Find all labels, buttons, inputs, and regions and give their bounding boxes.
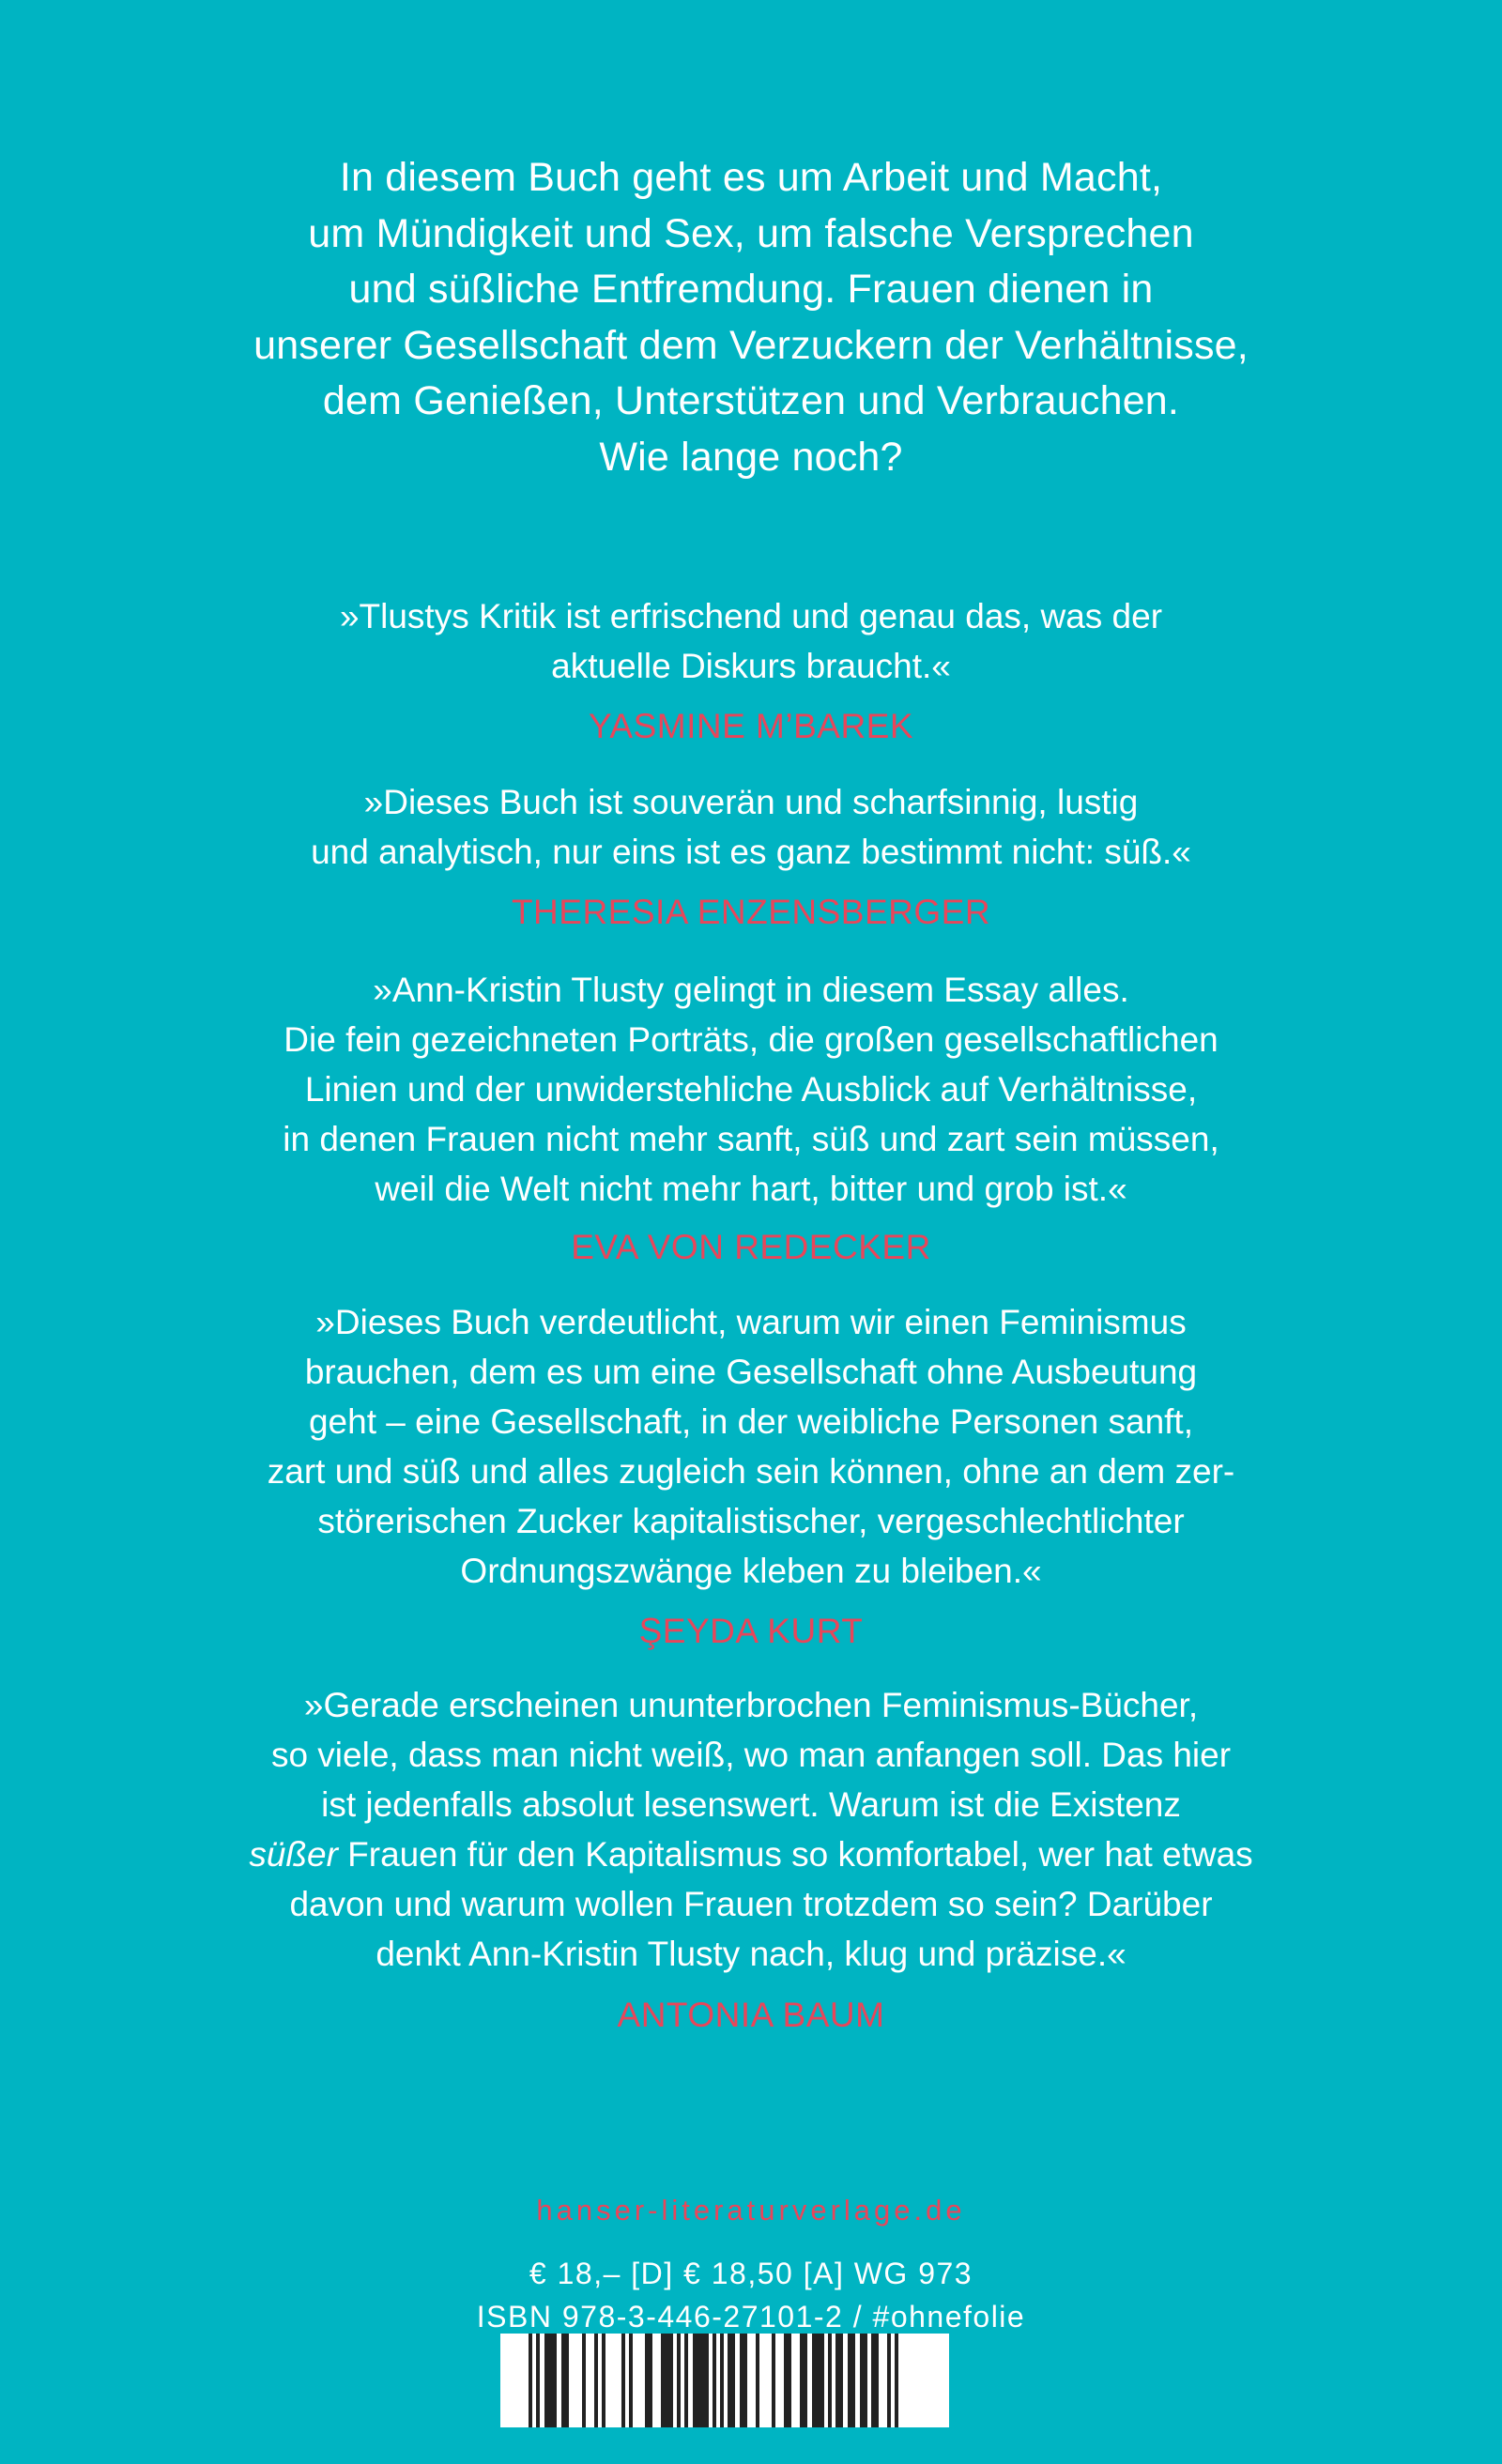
intro-line: unserer Gesellschaft dem Verzuckern der Verhältnisse, [253,322,1249,368]
publisher-url[interactable]: hanser-literaturverlage.de [536,2194,966,2227]
quote-line: Die fein gezeichneten Porträts, die großen gesellschaftlichen [284,1020,1218,1059]
quote-line: »Dieses Buch ist souverän und scharfsinnig, lustig [363,783,1139,821]
review-quote-2 [0,777,1502,877]
quote-line: geht – eine Gesellschaft, in der weibliche Personen sanft, [308,1402,1193,1441]
quote-line: Linien und der unwiderstehliche Ausblick auf Verhältnisse, [304,1070,1198,1109]
isbn-line: ISBN 978-3-446-27101-2 / #ohnefolie [476,2300,1026,2334]
quote-author-5: ANTONIA BAUM [617,1996,885,2034]
intro-line: Wie lange noch? [599,434,903,480]
quote-line: ist jedenfalls absolut lesenswert. Warum ist die Existenz [321,1785,1181,1824]
italic-word: süßer [249,1835,338,1874]
intro-line: und süßliche Entfremdung. Frauen dienen in [348,267,1154,312]
quote-line: störerischen Zucker kapitalistischer, vergeschlechtlichter [317,1502,1185,1540]
barcode-icon [500,2334,949,2427]
price-line: € 18,– [D] € 18,50 [A] WG 973 [529,2257,973,2290]
quote-line: Ordnungszwänge kleben zu bleiben.« [460,1552,1042,1590]
quote-author-3: EVA VON REDECKER [571,1228,931,1266]
quote-line-with-italic [0,1829,1502,1879]
quote-author-2: THERESIA ENZENSBERGER [511,893,991,931]
intro-line: dem Genießen, Unterstützen und Verbrauchen. [322,378,1180,423]
intro-line: um Mündigkeit und Sex, um falsche Versprechen [308,210,1194,256]
quote-line: »Tlustys Kritik ist erfrischend und genau das, was der [339,597,1163,635]
quote-line: aktuelle Diskurs braucht.« [551,647,951,685]
quote-line: und analytisch, nur eins ist es ganz bestimmt nicht: süß.« [311,833,1191,871]
review-quote-5 [0,1680,1502,1979]
quote-line: »Gerade erscheinen ununterbrochen Feminismus-Bücher, [303,1686,1199,1724]
quote-line: weil die Welt nicht mehr hart, bitter und grob ist.« [375,1170,1127,1208]
quote-line: brauchen, dem es um eine Gesellschaft ohne Ausbeutung [304,1353,1198,1391]
quote-line: in denen Frauen nicht mehr sanft, süß und zart sein müssen, [283,1120,1219,1158]
quote-author-4: ŞEYDA KURT [638,1612,864,1650]
intro-line: In diesem Buch geht es um Arbeit und Macht, [339,155,1163,200]
review-quote-4 [0,1297,1502,1596]
quote-line: so viele, dass man nicht weiß, wo man anfangen soll. Das hier [270,1736,1232,1774]
quote-line: zart und süß und alles zugleich sein können, ohne an dem zer- [267,1452,1235,1491]
quote-line: »Ann-Kristin Tlusty gelingt in diesem Essay alles. [373,971,1129,1009]
quote-author-1: YASMINE M’BAREK [588,707,914,745]
blurb-intro [0,150,1502,485]
quote-line: »Dieses Buch verdeutlicht, warum wir einen Feminismus [315,1303,1187,1341]
quote-line: denkt Ann-Kristin Tlusty nach, klug und präzise.« [376,1935,1126,1973]
review-quote-1 [0,591,1502,691]
review-quote-3 [0,965,1502,1214]
quote-line-rest: Frauen für den Kapitalismus so komfortabel, wer hat etwas [347,1835,1253,1874]
quote-line: davon und warum wollen Frauen trotzdem so sein? Darüber [289,1885,1213,1923]
